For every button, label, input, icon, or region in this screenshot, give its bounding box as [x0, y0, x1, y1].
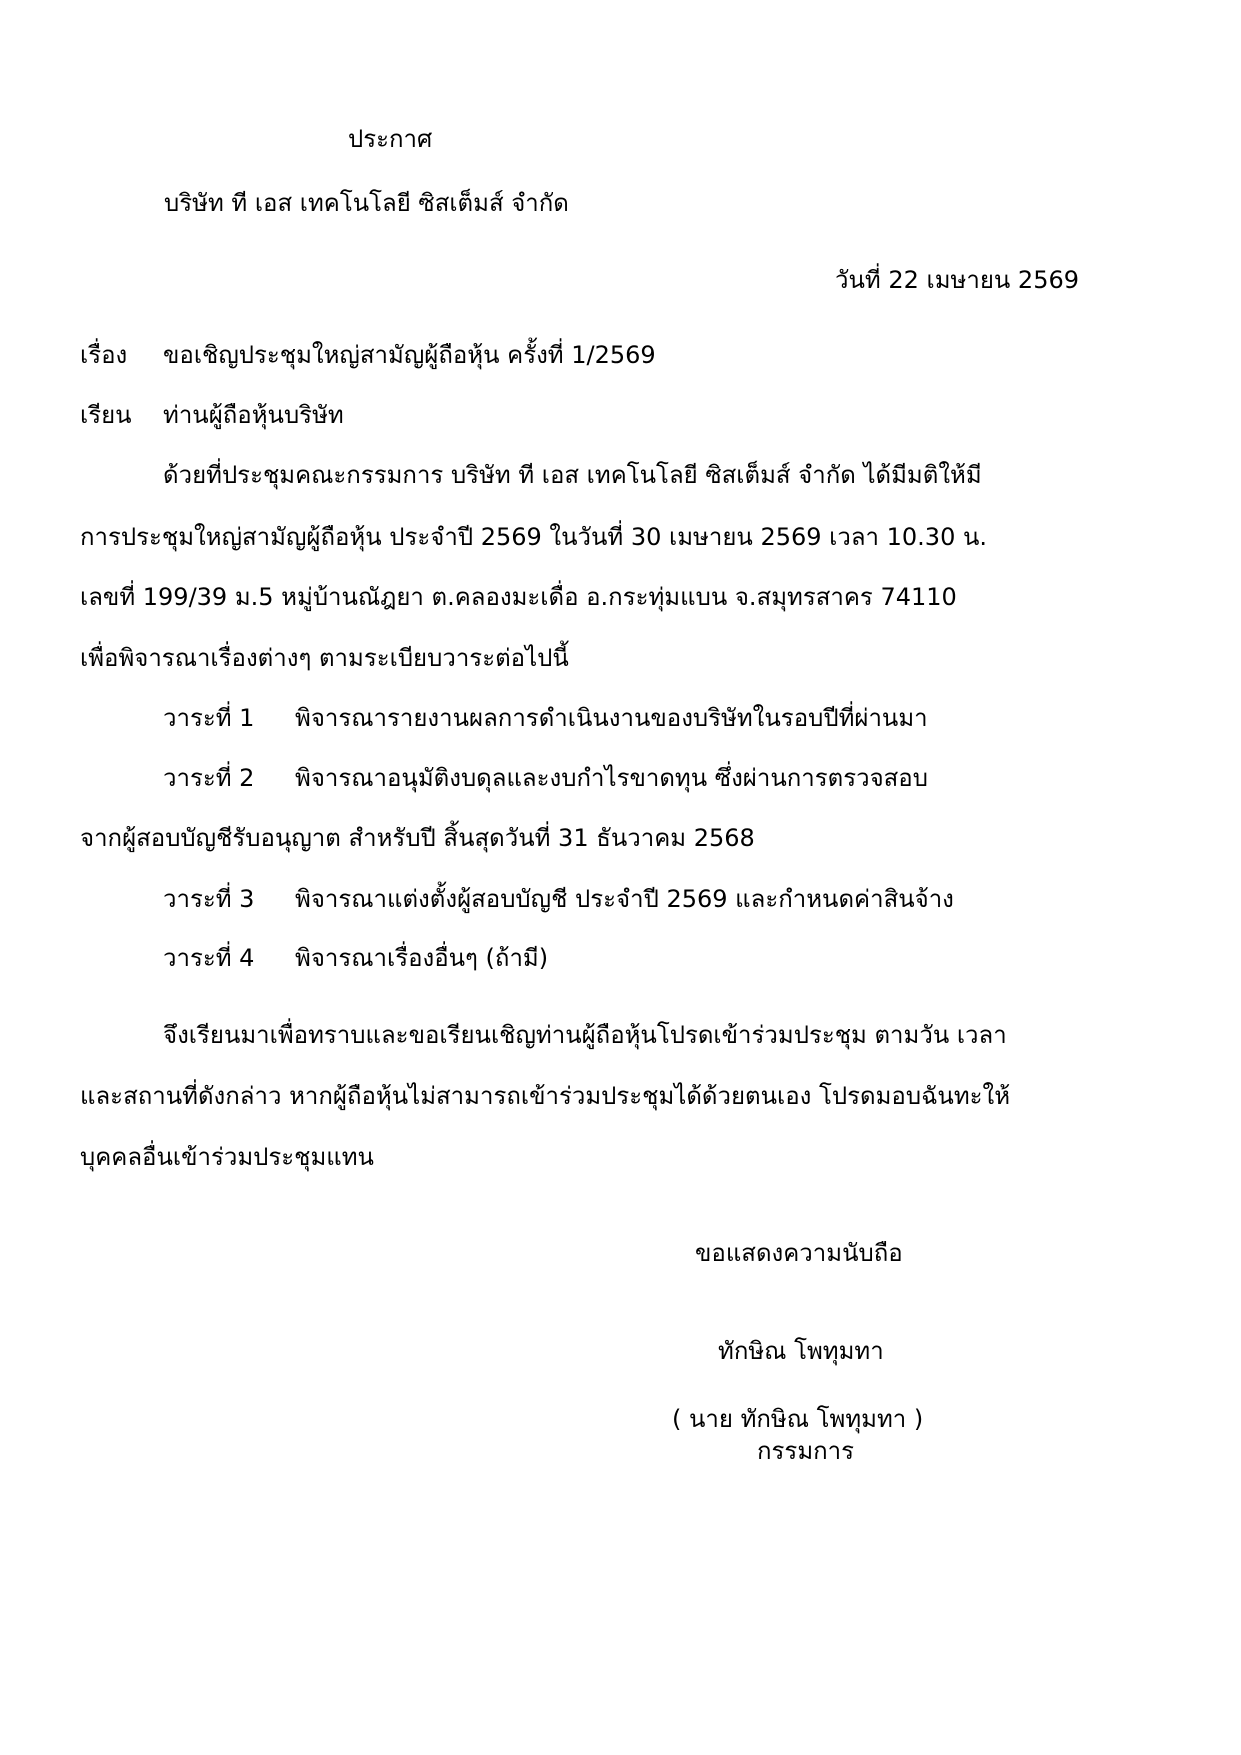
agenda-3-label: วาระที่ 3: [163, 885, 255, 913]
conclusion-line-1: จึงเรียนมาเพื่อทราบและขอเรียนเชิญท่านผู้ถือหุ้นโปรดเข้าร่วมประชุม ตามวัน เวลา: [163, 1021, 1007, 1049]
agenda-1-text: พิจารณารายงานผลการดำเนินงานของบริษัทในรอบปีที่ผ่านมา: [295, 704, 928, 732]
agenda-2-label: วาระที่ 2: [163, 764, 255, 792]
addressee-label: เรียน: [80, 401, 132, 429]
closing-phrase: ขอแสดงความนับถือ: [695, 1239, 903, 1267]
signature: ทักษิณ โพทุมทา: [718, 1337, 884, 1365]
conclusion-line-3: บุคคลอื่นเข้าร่วมประชุมแทน: [80, 1143, 374, 1171]
agenda-2-continuation: จากผู้สอบบัญชีรับอนุญาต สำหรับปี สิ้นสุดวันที่ 31 ธันวาคม 2568: [80, 824, 755, 852]
document-heading: ประกาศ: [348, 125, 433, 153]
conclusion-line-2: และสถานที่ดังกล่าว หากผู้ถือหุ้นไม่สามารถเข้าร่วมประชุมได้ด้วยตนเอง โปรดมอบฉันทะให้: [80, 1082, 1011, 1110]
agenda-1-label: วาระที่ 1: [163, 704, 255, 732]
subject-label: เรื่อง: [80, 341, 128, 369]
intro-line-3: เลขที่ 199/39 ม.5 หมู่บ้านณัฎยา ต.คลองมะเดื่อ อ.กระทุ่มแบน จ.สมุทรสาคร 74110: [80, 583, 957, 611]
agenda-4-text: พิจารณาเรื่องอื่นๆ (ถ้ามี): [295, 944, 549, 972]
subject-text: ขอเชิญประชุมใหญ่สามัญผู้ถือหุ้น ครั้งที่ 1/2569: [163, 341, 656, 369]
intro-line-2: การประชุมใหญ่สามัญผู้ถือหุ้น ประจำปี 2569 ในวันที่ 30 เมษายน 2569 เวลา 10.30 น.: [80, 523, 988, 551]
signer-name: ( นาย ทักษิณ โพทุมทา ): [672, 1405, 924, 1433]
signer-title: กรรมการ: [757, 1437, 855, 1465]
document-date: วันที่ 22 เมษายน 2569: [835, 266, 1079, 294]
company-name: บริษัท ที เอส เทคโนโลยี ซิสเต็มส์ จำกัด: [164, 189, 569, 217]
intro-line-1: ด้วยที่ประชุมคณะกรรมการ บริษัท ที เอส เทคโนโลยี ซิสเต็มส์ จำกัด ได้มีมติให้มี: [163, 461, 982, 489]
agenda-2-text: พิจารณาอนุมัติงบดุลและงบกำไรขาดทุน ซึ่งผ่านการตรวจสอบ: [295, 764, 928, 792]
agenda-3-text: พิจารณาแต่งตั้งผู้สอบบัญชี ประจำปี 2569 และกำหนดค่าสินจ้าง: [295, 885, 954, 913]
agenda-4-label: วาระที่ 4: [163, 944, 255, 972]
intro-line-4: เพื่อพิจารณาเรื่องต่างๆ ตามระเบียบวาระต่อไปนี้: [80, 644, 569, 672]
addressee-text: ท่านผู้ถือหุ้นบริษัท: [163, 401, 344, 429]
